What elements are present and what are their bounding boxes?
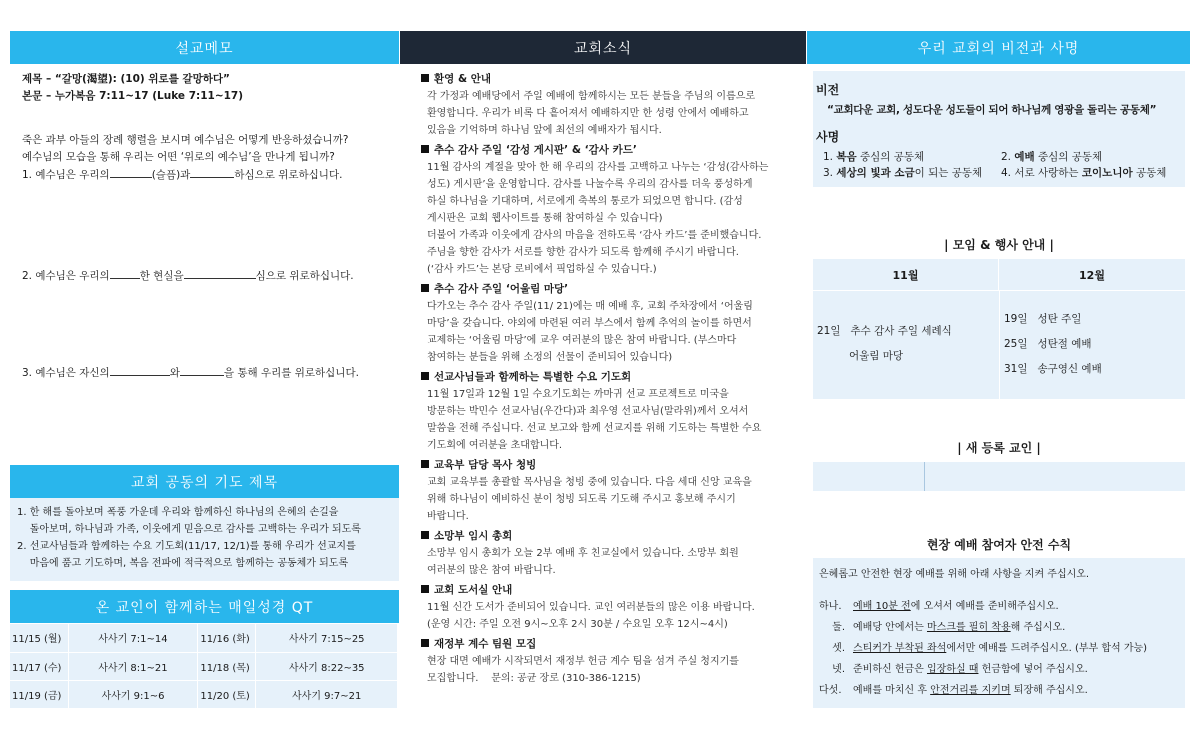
qt-date: 11/16 (화) <box>198 624 256 652</box>
newcomers-table <box>813 462 1185 491</box>
fill-in-blank[interactable] <box>110 166 152 178</box>
fill-in-blank[interactable] <box>110 267 140 279</box>
table-row <box>10 680 398 708</box>
mission-item: 1. 복음 중심의 공동체 <box>823 151 925 163</box>
mission-item: 4. 서로 사랑하는 코이노니아 공동체 <box>1001 167 1167 179</box>
news-item: 환영 & 안내 각 가정과 예배당에서 주일 예배에 함께하시는 모든 분들을 주님의 이름으로 환영합니다. 우리가 비록 다 흩어져서 예배하지만 한 성령 안에서 예배하고 있음을 기억하며 하나님 앞에 최선의 예배자가 됩시다. <box>421 71 801 139</box>
event-item: 25일 성탄절 예배 <box>1004 338 1092 350</box>
vision-panel <box>813 71 1185 187</box>
mission-item: 2. 예배 중심의 공동체 <box>1001 151 1103 163</box>
square-bullet-icon <box>421 639 429 647</box>
square-bullet-icon <box>421 372 429 380</box>
prayer-header: 교회 공동의 기도 제목 <box>10 465 399 498</box>
event-item: 21일 추수 감사 주일 세례식 <box>817 325 952 337</box>
newcomers-header: | 새 등록 교인 | <box>957 441 1041 455</box>
mission-item: 3. 세상의 빛과 소금이 되는 공동체 <box>823 167 983 179</box>
qt-date: 11/18 (목) <box>198 652 256 680</box>
news-item: 추수 감사 주일 ‘어울림 마당’ 다가오는 추수 감사 주일(11/ 21)에는 매 예배 후, 교회 주차장에서 ‘어울림 마당’을 갖습니다. 야외에 마련된 여러 부스에서 함께 추억의 놀이를 하면서 교제하는 ‘어울림 마당’에 교우 여러분의 많은 참여 바랍니다. (부스마다 참여하는 분들을 위해 소정의 선물이 준비되어 있습니다) <box>421 281 801 366</box>
fill-in-blank[interactable] <box>110 364 170 376</box>
event-item: 19일 성탄 주일 <box>1004 313 1082 325</box>
safety-rule: 둘. 예배당 안에서는 마스크를 필히 착용해 주십시오. <box>832 622 1066 633</box>
sermon-memo <box>22 71 392 105</box>
events-header: | 모임 & 행사 안내 | <box>944 238 1054 252</box>
qt-date: 11/20 (토) <box>198 680 256 708</box>
safety-rule: 넷. 준비하신 헌금은 입장하실 때 헌금함에 넣어 주십시오. <box>832 664 1088 675</box>
prayer-item: 마음에 품고 기도하며, 복음 전파에 적극적으로 함께하는 공동체가 되도록 <box>17 558 349 569</box>
qt-reading: 사사기 7:15~25 <box>256 624 398 652</box>
square-bullet-icon <box>421 145 429 153</box>
safety-rule: 하나. 예배 10분 전에 오셔서 예배를 준비해주십시오. <box>819 601 1059 612</box>
news-item: 교회 도서실 안내 11월 신간 도서가 준비되어 있습니다. 교인 여러분들의 많은 이용 바랍니다. (운영 시간: 주일 오전 9시~오후 2시 30분 / 수요일 오후 12시~4시) <box>421 582 801 633</box>
prayer-item: 돌아보며, 하나님과 가족, 이웃에게 믿음으로 감사를 고백하는 우리가 되도록 <box>17 524 361 535</box>
safety-header: 현장 예배 참여자 안전 수칙 <box>926 538 1072 552</box>
square-bullet-icon <box>421 460 429 468</box>
event-item: 31일 송구영신 예배 <box>1004 363 1102 375</box>
sermon-point-2: 2. 예수님은 우리의 한 현실을 심으로 위로하십니다. <box>22 267 354 285</box>
prayer-item: 1. 한 해를 돌아보며 폭풍 가운데 우리와 함께하신 하나님의 은혜의 손길을 <box>17 507 339 518</box>
sermon-point-1: 1. 예수님은 우리의 (슬픔)과 하심으로 위로하십니다. <box>22 166 392 184</box>
bible-qt-header: 온 교인이 함께하는 매일성경 QT <box>10 590 399 623</box>
qt-date: 11/15 (월) <box>10 624 68 652</box>
vision-header: 우리 교회의 비전과 사명 <box>807 31 1190 64</box>
square-bullet-icon <box>421 284 429 292</box>
events-col-nov: 11월 <box>813 259 999 291</box>
news-item: 교육부 담당 목사 청빙 교회 교육부를 총괄할 목사님을 청빙 중에 있습니다. 다음 세대 신앙 교육을 위해 하나님이 예비하신 분이 청빙 되도록 기도해 주시고 홍보해 주시기 바랍니다. <box>421 457 801 525</box>
fill-in-blank[interactable] <box>190 166 234 178</box>
safety-intro: 은혜롭고 안전한 현장 예배를 위해 아래 사항을 지켜 주십시오. <box>819 569 1090 580</box>
news-item: 추수 감사 주일 ‘감성 게시판’ & ‘감사 카드’ 11월 감사의 계절을 맞아 한 해 우리의 감사를 고백하고 나누는 ‘감성(감사하는 성도) 게시판’을 운영합니다. 감사를 나눌수록 우리의 감사를 더욱 풍성하게 하실 하나님을 기대하며, 서로에게 축복의 통로가 되었으면 합니다. (감성 게시판은 교회 웹사이트를 통해 참여하실 수 있습니다) 더불어 가족과 이웃에게 감사의 마음을 전하도록 ‘감사 카드’를 준비했습니다. 주님을 향한 감사가 서로를 향한 감사가 되도록 함께해 주시기 바랍니다. (‘감사 카드’는 본당 로비에서 픽업하실 수 있습니다.) <box>421 142 801 278</box>
table-row <box>10 652 398 680</box>
bible-qt-table <box>10 624 398 709</box>
events-table <box>813 259 1185 399</box>
prayer-panel <box>10 465 399 581</box>
safety-rule: 다섯. 예배를 마치신 후 안전거리를 지키며 퇴장해 주십시오. <box>819 685 1088 696</box>
sermon-scripture: 본문 – 누가복음 7:11~17 (Luke 7:11~17) <box>22 90 244 102</box>
qt-date: 11/17 (수) <box>10 652 68 680</box>
events-col-dec: 12월 <box>999 259 1185 291</box>
sermon-questions <box>22 132 392 184</box>
sermon-question-2: 예수님의 모습을 통해 우리는 어떤 ‘위로의 예수님’을 만나게 됩니까? <box>22 151 335 163</box>
safety-rule: 셋. 스티커가 부착된 좌석에서만 예배를 드려주십시오. (부부 합석 가능) <box>832 643 1148 654</box>
news-item: 재정부 계수 팀원 모집 현장 대면 예배가 시작되면서 재정부 헌금 계수 팀을 섬겨 주실 청지기를 모집합니다. 문의: 공균 장로 (310-386-1215) <box>421 636 801 687</box>
news-item: 소망부 임시 총회 소망부 임시 총회가 오늘 2부 예배 후 친교실에서 있습니다. 소망부 회원 여러분의 많은 참여 바랍니다. <box>421 528 801 579</box>
sermon-point-3: 3. 예수님은 자신의 와 을 통해 우리를 위로하십니다. <box>22 364 359 382</box>
sermon-question-1: 죽은 과부 아들의 장례 행렬을 보시며 예수님은 어떻게 반응하셨습니까? <box>22 134 349 146</box>
vision-statement: “교회다운 교회, 성도다운 성도들이 되어 하나님께 영광을 돌리는 공동체” <box>827 104 1157 116</box>
qt-reading: 사사기 9:1~6 <box>68 680 198 708</box>
qt-reading: 사사기 8:22~35 <box>256 652 398 680</box>
sermon-title: 제목 – “갈망(渴望): (10) 위로를 갈망하다” <box>22 73 230 85</box>
qt-reading: 사사기 9:7~21 <box>256 680 398 708</box>
square-bullet-icon <box>421 74 429 82</box>
sermon-memo-header: 설교메모 <box>10 31 399 64</box>
mission-label: 사명 <box>816 130 840 144</box>
qt-reading: 사사기 8:1~21 <box>68 652 198 680</box>
vision-label: 비전 <box>816 83 840 97</box>
square-bullet-icon <box>421 585 429 593</box>
event-item: 어울림 마당 <box>849 350 904 362</box>
fill-in-blank[interactable] <box>180 364 224 376</box>
church-news-header: 교회소식 <box>400 31 806 64</box>
fill-in-blank[interactable] <box>184 267 256 279</box>
table-row <box>10 624 398 652</box>
safety-panel <box>813 558 1185 708</box>
news-item: 선교사님들과 함께하는 특별한 수요 기도회 11월 17일과 12월 1일 수요기도회는 까마귀 선교 프로젝트로 미국을 방문하는 박민수 선교사님(우간다)과 최우영 선교사님(말라위)께서 오셔서 말씀을 전해 주십니다. 선교 보고와 함께 선교지를 위해 기도하는 특별한 수요 기도회에 여러분을 초대합니다. <box>421 369 801 454</box>
church-news <box>421 71 801 687</box>
qt-date: 11/19 (금) <box>10 680 68 708</box>
prayer-item: 2. 선교사님들과 함께하는 수요 기도회(11/17, 12/1)를 통해 우리가 선교지를 <box>17 541 356 552</box>
qt-reading: 사사기 7:1~14 <box>68 624 198 652</box>
square-bullet-icon <box>421 531 429 539</box>
